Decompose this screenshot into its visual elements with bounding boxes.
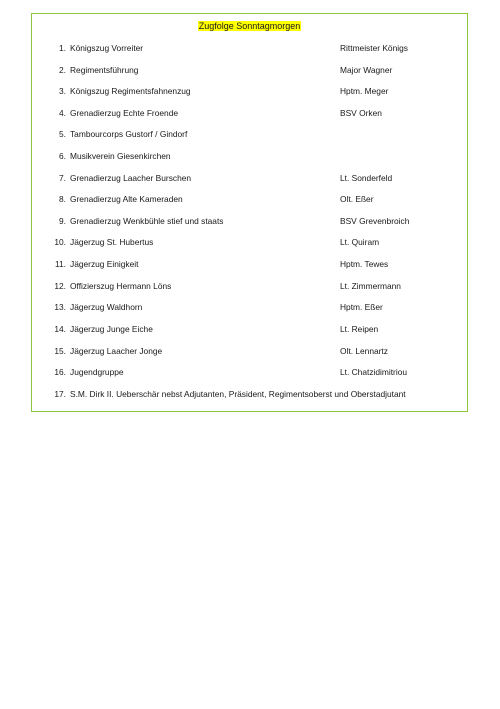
- unit-name: Jugendgruppe: [70, 367, 124, 377]
- unit-name: Grenadierzug Alte Kameraden: [70, 194, 183, 204]
- item-number: 6.: [59, 151, 66, 161]
- unit-leader: Olt. Lennartz: [340, 346, 388, 356]
- unit-name: Königszug Vorreiter: [70, 43, 144, 53]
- item-number: 1.: [59, 43, 66, 53]
- unit-leader: Lt. Sonderfeld: [340, 173, 393, 183]
- unit-name: Grenadierzug Echte Froende: [70, 108, 179, 118]
- item-number: 5.: [59, 129, 66, 139]
- unit-leader: Olt. Eßer: [340, 194, 374, 204]
- item-number: 8.: [59, 194, 66, 204]
- unit-name: Königszug Regimentsfahnenzug: [70, 86, 191, 96]
- list-item: [32, 171, 467, 185]
- document-title: [32, 21, 467, 31]
- unit-leader: BSV Grevenbroich: [340, 216, 410, 226]
- item-number: 9.: [59, 216, 66, 226]
- unit-name: Grenadierzug Laacher Burschen: [70, 173, 192, 183]
- unit-name: Jägerzug Junge Eiche: [70, 324, 153, 334]
- list-item: [32, 365, 467, 379]
- unit-name: Jägerzug St. Hubertus: [70, 237, 154, 247]
- item-number: 11.: [54, 259, 66, 269]
- list-item: [32, 41, 467, 55]
- item-number: 16.: [54, 367, 66, 377]
- list-item: [32, 84, 467, 98]
- unit-leader: Major Wagner: [340, 65, 393, 75]
- list-item: [32, 127, 467, 141]
- list-item: [32, 192, 467, 206]
- unit-name: Jägerzug Waldhorn: [70, 302, 143, 312]
- list-item: [32, 214, 467, 228]
- unit-leader: BSV Orken: [340, 108, 382, 118]
- item-number: 15.: [54, 346, 66, 356]
- unit-name: Offizierszug Hermann Löns: [70, 281, 172, 291]
- unit-leader: Lt. Quiram: [340, 237, 380, 247]
- unit-name: Musikverein Giesenkirchen: [70, 151, 171, 161]
- unit-name: Tambourcorps Gustorf / Gindorf: [70, 129, 188, 139]
- item-number: 12.: [54, 281, 66, 291]
- list-item: [32, 344, 467, 358]
- unit-name: Regimentsführung: [70, 65, 139, 75]
- list-item: [32, 300, 467, 314]
- list-item: [32, 387, 467, 401]
- list-item: [32, 322, 467, 336]
- list-item: [32, 279, 467, 293]
- unit-leader: Hptm. Meger: [340, 86, 389, 96]
- list-item: [32, 63, 467, 77]
- unit-name: Grenadierzug Wenkbühle stief und staats: [70, 216, 224, 226]
- list-item: [32, 149, 467, 163]
- list-item: [32, 106, 467, 120]
- unit-name: S.M. Dirk II. Ueberschär nebst Adjutanten, Präsident, Regimentsoberst und Oberstadjutant: [70, 389, 406, 399]
- unit-leader: Lt. Zimmermann: [340, 281, 401, 291]
- list-item: [32, 257, 467, 271]
- item-number: 3.: [59, 86, 66, 96]
- item-number: 13.: [54, 302, 66, 312]
- unit-leader: Rittmeister Königs: [340, 43, 408, 53]
- procession-order-box: [31, 13, 468, 412]
- unit-leader: Hptm. Tewes: [340, 259, 389, 269]
- unit-leader: Lt. Chatzidimitriou: [340, 367, 408, 377]
- title-highlight: Zugfolge Sonntagmorgen: [198, 21, 301, 31]
- item-number: 7.: [59, 173, 66, 183]
- unit-name: Jägerzug Laacher Jonge: [70, 346, 163, 356]
- item-number: 4.: [59, 108, 66, 118]
- item-number: 2.: [59, 65, 66, 75]
- unit-leader: Lt. Reipen: [340, 324, 379, 334]
- item-number: 14.: [54, 324, 66, 334]
- unit-leader: Hptm. Eßer: [340, 302, 383, 312]
- list-item: [32, 235, 467, 249]
- item-number: 17.: [54, 389, 66, 399]
- unit-name: Jägerzug Einigkeit: [70, 259, 139, 269]
- item-number: 10.: [54, 237, 66, 247]
